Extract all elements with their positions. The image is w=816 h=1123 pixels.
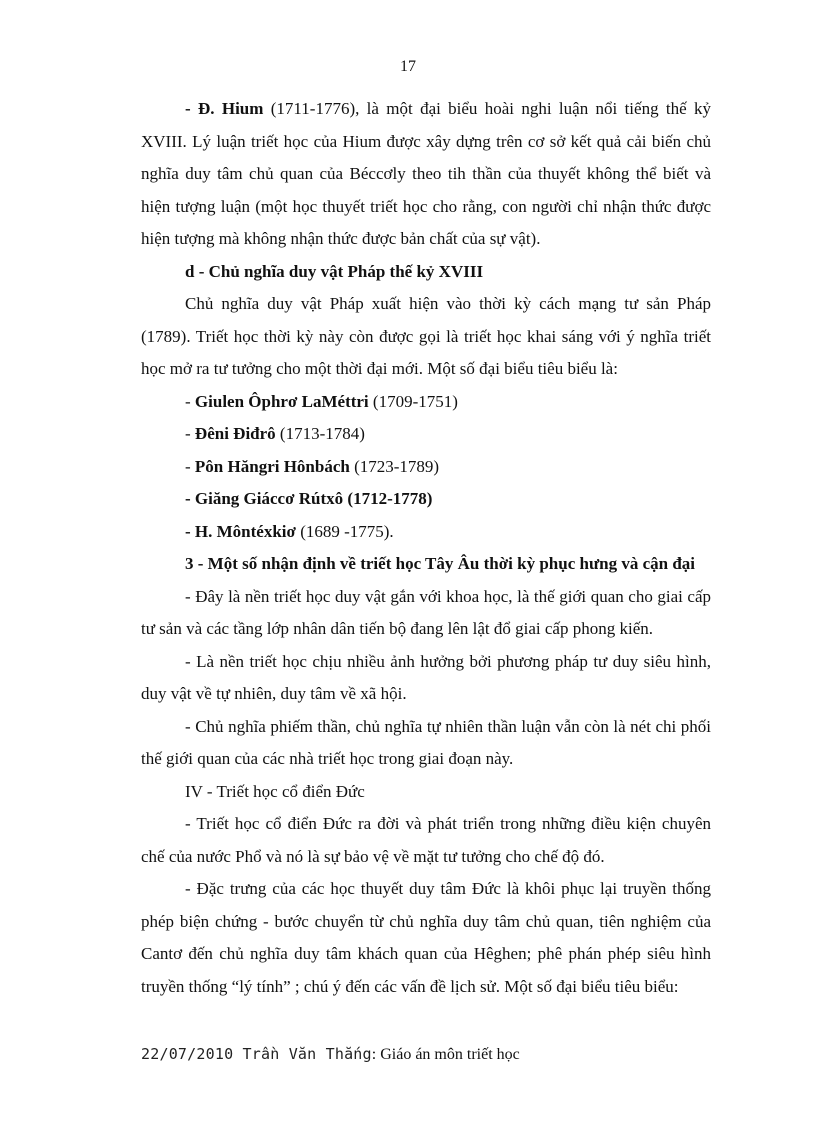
heading-iv: IV - Triết học cổ điển Đức (185, 781, 365, 801)
footer-title: : Giáo án môn triết học (371, 1046, 520, 1063)
representative-3: - Pôn Hăngri Hônbách (1723-1789) (185, 456, 440, 476)
paragraph-assessment-1: - Đây là nền triết học duy vật gắn với khoa học, là thế giới quan cho giai cấp tư sản và các tầng lớp nhân dân tiến bộ đang lên lật đổ giai cấp phong kiến. (141, 586, 711, 638)
paragraph-assessment-3: - Chủ nghĩa phiếm thần, chủ nghĩa tự nhiên thần luận vẫn còn là nét chi phối thế giới quan của các nhà triết học trong giai đoạn này. (141, 716, 711, 768)
hium-name: - Đ. Hium (185, 99, 264, 118)
body-text (141, 93, 711, 1003)
footer-date-author: 22/07/2010 Trần Văn Thắng (141, 1045, 372, 1063)
representative-2: - Đêni Điđrô (1713-1784) (185, 424, 365, 443)
paragraph-hium (141, 93, 711, 256)
representative-1: - Giulen Ôphrơ LaMéttri (1709-1751) (185, 391, 458, 411)
paragraph-french-intro: Chủ nghĩa duy vật Pháp xuất hiện vào thời kỳ cách mạng tư sản Pháp (1789). Triết học thời kỳ này còn được gọi là triết học khai sáng với ý nghĩa triết học mở ra tư tưởng cho một thời đại mới. Một số đại biểu tiêu biểu là: (141, 294, 711, 378)
hium-text: (1711-1776), là một đại biểu hoài nghi luận nổi tiếng thế kỷ XVIII. Lý luận triết học của Hium được xây dựng trên cơ sở kết quả cải biến chủ nghĩa duy tâm chủ quan của Béccơly theo tih thần của thuyết không thể biết và hiện tượng luận (một học thuyết triết học cho rằng, con người chỉ nhận thức được hiện tượng mà không nhận thức được bản chất của sự vật). (141, 99, 711, 248)
representative-5: - H. Môntéxkiơ (1689 -1775). (185, 521, 394, 541)
heading-3: 3 - Một số nhận định về triết học Tây Âu thời kỳ phục hưng và cận đại (185, 554, 696, 573)
representative-4: - Giăng Giáccơ Rútxô (1712-1778) (185, 489, 433, 508)
heading-d: d - Chủ nghĩa duy vật Pháp thế kỷ XVIII (185, 261, 484, 281)
paragraph-german-1: - Triết học cổ điển Đức ra đời và phát triển trong những điều kiện chuyên chế của nước Phổ và nó là sự bảo vệ về mặt tư tưởng cho chế độ đó. (141, 814, 711, 866)
page-footer (141, 1045, 741, 1064)
paragraph-assessment-2: - Là nền triết học chịu nhiều ảnh hưởng bởi phương pháp tư duy siêu hình, duy vật về tự nhiên, duy tâm về xã hội. (141, 651, 711, 703)
page-number: 17 (400, 58, 416, 75)
paragraph-german-2: - Đặc trưng của các học thuyết duy tâm Đức là khôi phục lại truyền thống phép biện chứng - bước chuyển từ chủ nghĩa duy tâm chủ quan, tiên nghiệm của Cantơ đến chủ nghĩa duy tâm khách quan của Hêghen; phê phán phép siêu hình truyền thống “lý tính” ; chú ý đến các vấn đề lịch sử. Một số đại biểu tiêu biểu: (141, 879, 711, 996)
